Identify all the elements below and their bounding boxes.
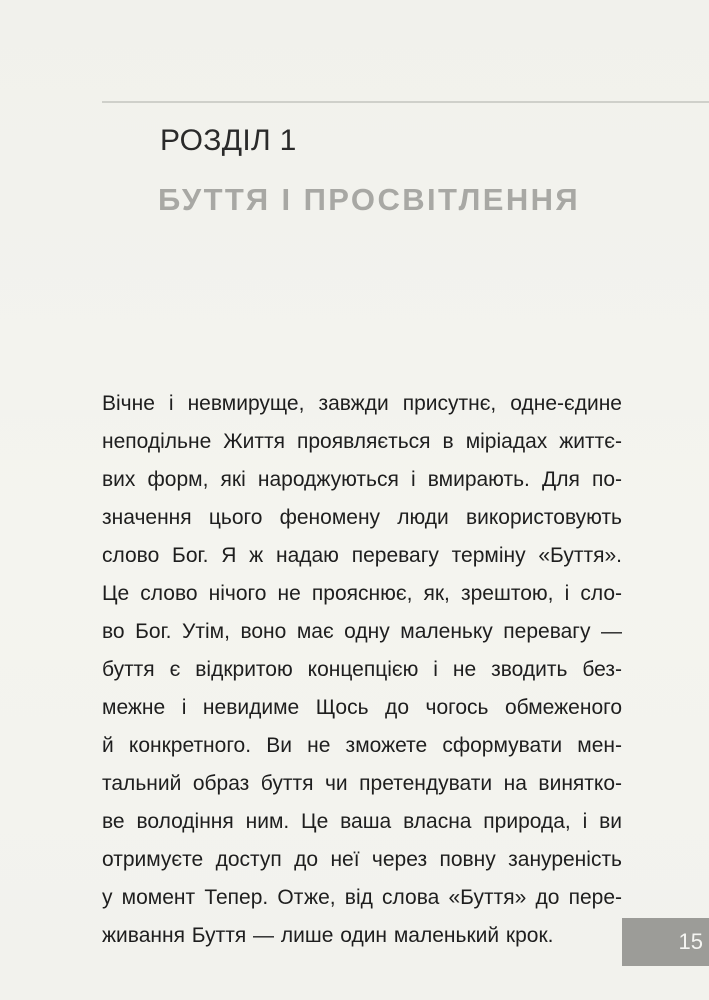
page-number: 15: [678, 929, 703, 954]
body-line: межне і невидиме Щось до чогось обмеженого: [102, 696, 622, 719]
body-line: значення цього феномену люди використовують: [102, 506, 622, 529]
body-line: во Бог. Утім, воно має одну маленьку перевагу —: [102, 620, 622, 643]
page-number-tab: [622, 918, 709, 966]
body-line: тальний образ буття чи претендувати на винятко-: [102, 772, 622, 795]
body-line: вих форм, які народжуються і вмирають. Для по-: [102, 468, 622, 491]
body-line: у момент Тепер. Отже, від слова «Буття» до пере-: [102, 886, 622, 909]
body-line: неподільне Життя проявляється в міріадах життє-: [102, 430, 622, 453]
chapter-title: БУТТЯ І ПРОСВІТЛЕННЯ: [158, 182, 581, 217]
body-line: Це слово нічого не прояснює, як, зрештою, і сло-: [102, 582, 622, 605]
body-line: буття є відкритою концепцією і не зводить без-: [102, 658, 622, 681]
body-line: Вічне і невмируще, завжди присутнє, одне-єдине: [102, 392, 622, 415]
body-line: отримуєте доступ до неї через повну зануреність: [102, 848, 622, 871]
body-line: ве володіння ним. Це ваша власна природа, і ви: [102, 810, 622, 833]
header-rule: [102, 101, 709, 103]
chapter-label: РОЗДІЛ 1: [160, 124, 297, 157]
body-line: живання Буття — лише один маленький крок.: [102, 924, 554, 947]
body-paragraph: [102, 385, 622, 955]
body-line: й конкретного. Ви не зможете сформувати мен-: [102, 734, 622, 757]
body-line: слово Бог. Я ж надаю перевагу терміну «Буття».: [102, 544, 622, 567]
